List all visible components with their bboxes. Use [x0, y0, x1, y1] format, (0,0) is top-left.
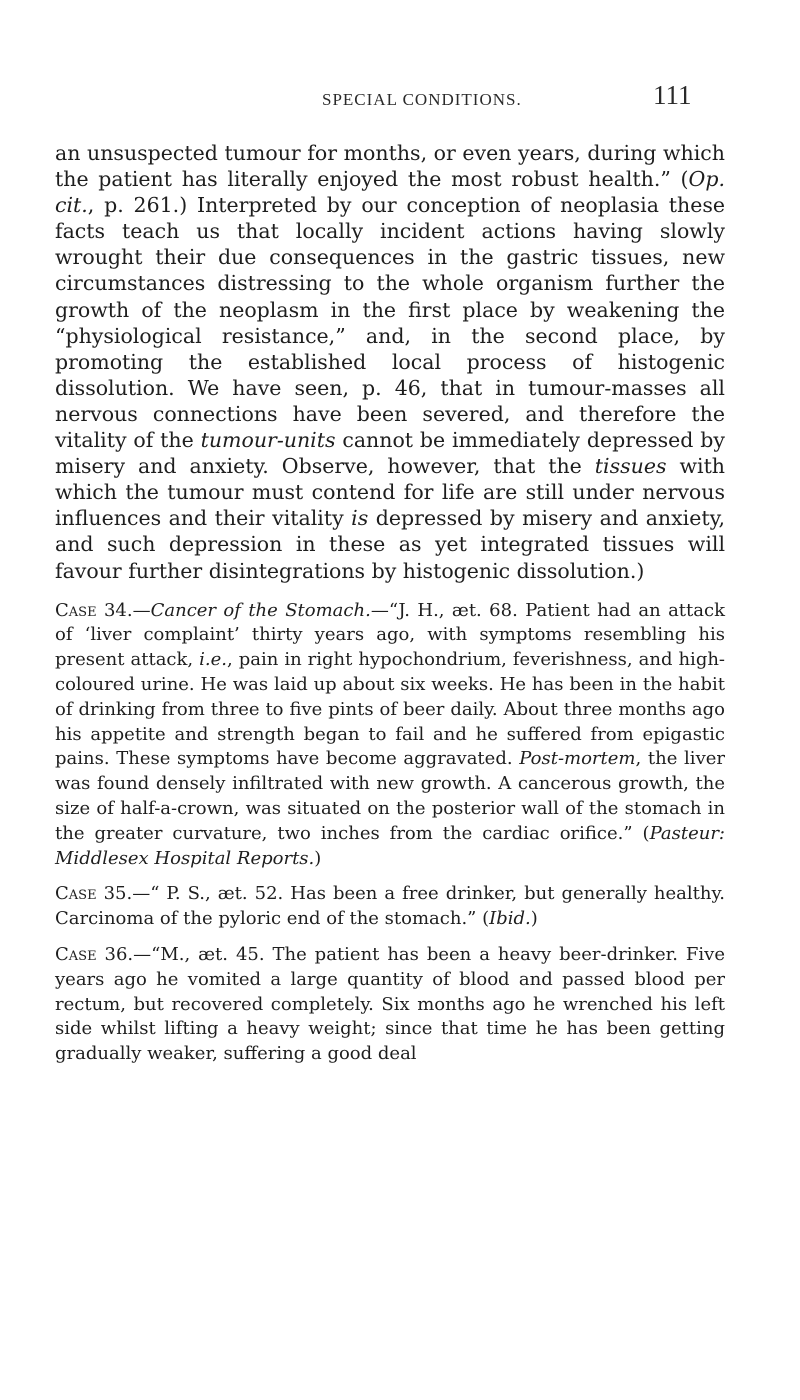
page-number: 111	[653, 80, 692, 110]
paragraph-neoplasia	[55, 140, 725, 584]
case-35-label: Case 35.	[55, 883, 133, 905]
text-run: an unsuspected tumour for months, or even years, during which the patient has literally enjoyed the most robust health.” (	[55, 141, 725, 192]
case-34-paragraph	[55, 599, 725, 872]
text-run: cannot be immediately depressed by misery and anxiety. Observe, however, that the	[55, 428, 725, 479]
case-35-paragraph	[55, 882, 725, 932]
case-36-paragraph	[55, 943, 725, 1067]
citation-ibid: Ibid.	[489, 908, 531, 930]
text-run: )	[530, 908, 538, 930]
text-run: with which the tumour must contend for life are still under nervous influences and their vitality	[55, 454, 726, 531]
emphasis-ie: i.e.	[199, 649, 227, 671]
text-run: , p. 261.) Interpreted by our conception of neoplasia these facts teach us that locally incident actions having slowly wrought their due consequences in the gastric tissues, new circumstances distressing to the whole organism further the growth of the neoplasm in the first place by weakening the “physiological resistance,” and, in the second place, by promoting the established local process of histogenic dissolution. We have seen, p. 46, that in tumour-masses all nervous connections have been severed, and therefore the vitality of the	[55, 193, 725, 453]
case-34-label: Case 34.	[55, 599, 133, 621]
text-run: , the liver was found densely infiltrated with new growth. A cancerous growth, the size of half-a-crown, was situated on the posterior wall of the stomach in the greater curvature, two inches from the cardiac orifice.” (	[55, 748, 725, 844]
body-text	[55, 140, 725, 1067]
text-run: —“ P. S., æt. 52. Has been a free drinker, but generally healthy. Carcinoma of the pyloric end of the stomach.” (	[55, 883, 725, 930]
emphasis-is: is	[351, 506, 369, 531]
running-head	[0, 80, 800, 120]
text-run: , pain in right hypochondrium, feverishness, and high-coloured urine. He was laid up about six weeks. He has been in the habit of drinking from three to five pints of beer daily. About three months ago his appetite and strength began to fail and he suffered from epigastic pains. These symptoms have become aggravated.	[55, 649, 726, 770]
text-run: —	[132, 599, 151, 621]
case-36-label: Case 36.	[55, 943, 134, 965]
emphasis-post-mortem: Post-mortem	[519, 748, 636, 770]
running-title: SPECIAL CONDITIONS.	[322, 90, 522, 109]
text-run: —“M., æt. 45. The patient has been a heavy beer-drinker. Five years ago he vomited a large quantity of blood and passed blood per rectum, but recovered completely. Six months ago he wrenched his left side whilst lifting a heavy weight; since that time he has been getting gradually weaker, suffering a good deal	[55, 943, 726, 1065]
case-34-title: Cancer of the Stomach.	[150, 599, 371, 621]
text-run: —“J. H., æt. 68. Patient had an attack of ‘liver complaint’ thirty years ago, with symptoms resembling his present attack,	[55, 599, 725, 671]
emphasis-tumour-units: tumour-units	[200, 428, 336, 453]
citation-source: Pasteur: Middlesex Hospital Reports.	[55, 822, 725, 869]
text-run: )	[314, 847, 322, 869]
citation-op-cit: Op. cit.	[55, 167, 725, 218]
text-run: depressed by misery and anxiety, and such depression in these as yet integrated tissues will favour further disintegrations by histogenic dissolution.)	[55, 506, 725, 583]
emphasis-tissues: tissues	[594, 454, 667, 479]
